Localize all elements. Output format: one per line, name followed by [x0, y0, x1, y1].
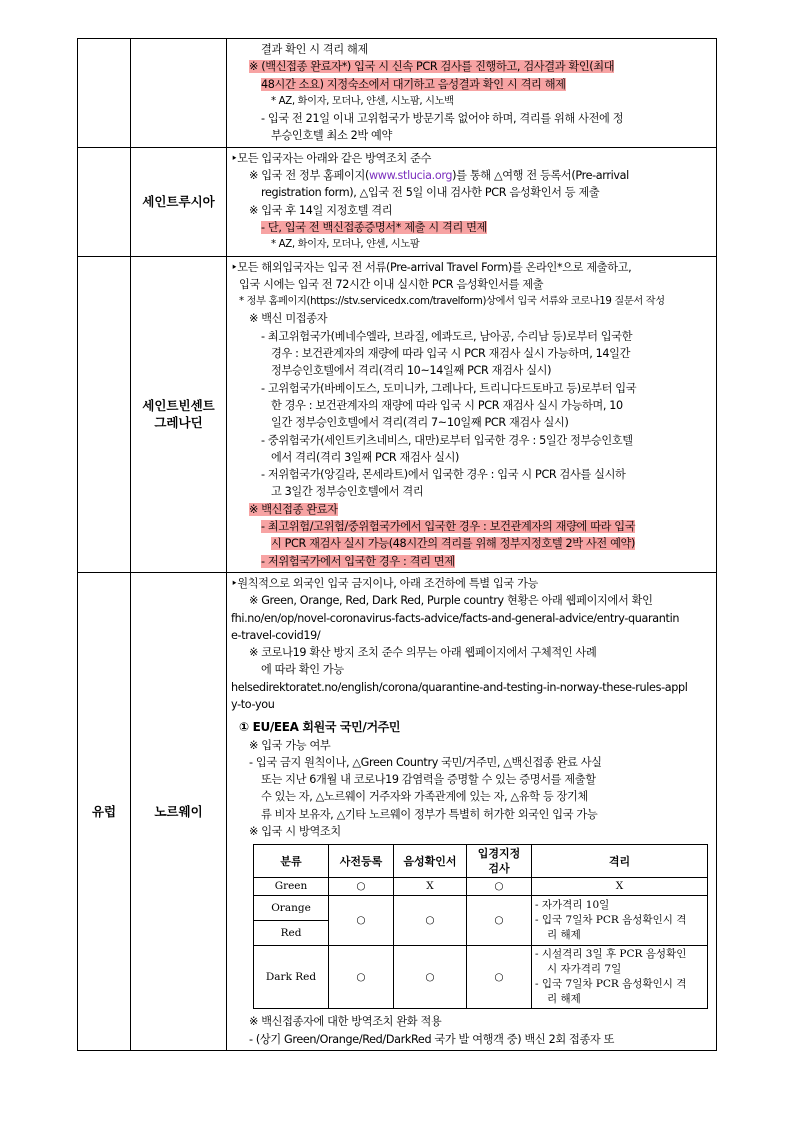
- text-line: ※ 입국 시 방역조치: [249, 825, 341, 839]
- url-line: y-to-you: [231, 697, 275, 711]
- category-orange: Orange: [254, 896, 329, 921]
- text-line: 에 따라 확인 가능: [261, 663, 344, 677]
- text-line: 시 PCR 재검사 실시 가능(48시간의 격리를 위해 정부지정호텔 2박 사전 예약): [271, 537, 636, 551]
- text-line: 또는 지난 6개월 내 코로나19 감염력을 증명할 수 있는 증명서를 제출할: [261, 773, 596, 787]
- text-line: 입국 시에는 입국 전 72시간 이내 실시한 PCR 음성확인서를 제출: [239, 277, 544, 291]
- text-line: 고 3일간 정부승인호텔에서 격리: [271, 485, 424, 499]
- quarantine-cell: - 자가격리 10일 - 입국 7일차 PCR 음성확인시 격 리 해제: [532, 896, 708, 946]
- quarantine-measures-table: [253, 844, 708, 1009]
- url-line: helsedirektoratet.no/english/corona/quarantine-and-testing-in-norway-these-rules-appl: [231, 680, 688, 694]
- table-cell: ○: [467, 878, 532, 896]
- table-cell: ○: [329, 896, 394, 946]
- text-line: - 입국 전 21일 이내 고위험국가 방문기록 없어야 하며, 격리를 위해 사전에 정: [261, 112, 624, 126]
- text-line: 일간 정부승인호텔에서 격리(격리 7~10일째 PCR 재검사 실시): [271, 416, 569, 430]
- text-line: * 정부 홈페이지(https://stv.servicedx.com/travelform)상에서 입국 서류와 코로나19 질문서 작성: [239, 296, 665, 308]
- text-line: ‣모든 해외입국자는 입국 전 서류(Pre-arrival Travel Form)를 온라인*으로 제출하고,: [231, 260, 632, 274]
- header-preregistration: 사전등록: [329, 845, 394, 878]
- text-line: ※ (백신접종 완료자*) 입국 시 신속 PCR 검사를 진행하고, 검사결과 확인(최대: [249, 60, 615, 74]
- category-red: Red: [254, 921, 329, 946]
- text-line: - 저위험국가에서 입국한 경우 : 격리 면제: [261, 554, 455, 568]
- text-line: - 고위험국가(바베이도스, 도미니카, 그레나다, 트리니다드토바고 등)로부터 입국: [261, 381, 637, 395]
- text-line: ‣원칙적으로 외국인 입국 금지이나, 아래 조건하에 특별 입국 가능: [231, 576, 538, 590]
- text-line: * AZ, 화이자, 모더나, 얀센, 시노팜, 시노백: [271, 95, 454, 107]
- country-name: 세인트루시아: [131, 147, 227, 256]
- text-line: 정부승인호텔에서 격리(격리 10~14일째 PCR 재검사 실시): [271, 364, 552, 378]
- table-row-dark-red: [254, 946, 708, 1009]
- text-line: 결과 확인 시 격리 해제: [261, 43, 368, 56]
- quarantine-cell: - 시설격리 3일 후 PCR 음성확인 시 자가격리 7일 - 입국 7일차 PCR 음성확인시 격 리 해제: [532, 946, 708, 1009]
- table-row-saint-lucia: [78, 147, 717, 256]
- rules-cell: [227, 572, 717, 1050]
- rules-cell: [227, 256, 717, 572]
- text-line: - 중위험국가(세인트키츠네비스, 대만)로부터 입국한 경우 : 5일간 정부승인호텔: [261, 433, 633, 447]
- text-line: 에서 격리(격리 3일째 PCR 재검사 실시): [271, 450, 460, 464]
- text-line: - 최고위험국가(베네수엘라, 브라질, 에콰도르, 남아공, 수리남 등)로부터 입국한: [261, 329, 633, 343]
- text-line: registration form), △입국 전 5일 이내 검사한 PCR 음성확인서 등 제출: [261, 186, 600, 200]
- country-name: 세인트빈센트 그레나딘: [131, 256, 227, 572]
- text-line: - (상기 Green/Orange/Red/DarkRed 국가 발 여행객 중) 백신 2회 접종자 또: [249, 1032, 615, 1046]
- text-line: ※ 입국 전 정부 홈페이지(www.stlucia.org)를 통해 △여행 전 등록서(Pre-arrival: [249, 169, 629, 183]
- text-line: 수 있는 자, △노르웨이 거주자와 가족관계에 있는 자, △유학 등 장기체: [261, 790, 588, 804]
- table-row-saint-vincent: [78, 256, 717, 572]
- country-name: 노르웨이: [131, 572, 227, 1050]
- text-line: ※ Green, Orange, Red, Dark Red, Purple country 현황은 아래 웹페이지에서 확인: [249, 594, 653, 608]
- table-header-row: [254, 845, 708, 878]
- table-cell: ○: [329, 878, 394, 896]
- header-quarantine: 격리: [532, 845, 708, 878]
- table-cell: ○: [467, 946, 532, 1009]
- header-negative-certificate: 음성확인서: [394, 845, 467, 878]
- text-line: - 단, 입국 전 백신접종증명서* 제출 시 격리 면제: [261, 220, 488, 234]
- category-green: Green: [254, 878, 329, 896]
- rules-cell: [227, 147, 717, 256]
- category-dark-red: Dark Red: [254, 946, 329, 1009]
- text-line: ※ 백신접종 완료자: [249, 502, 338, 516]
- region-name: 유럽: [78, 572, 131, 1050]
- text-line: - 저위험국가(앙길라, 몬세라트)에서 입국한 경우 : 입국 시 PCR 검사를 실시하: [261, 468, 626, 482]
- text-line: ※ 백신 미접종자: [249, 312, 328, 326]
- url-line: e-travel-covid19/: [231, 628, 321, 642]
- text-line: 48시간 소요) 지정숙소에서 대기하고 음성결과 확인 시 격리 해제: [261, 77, 566, 91]
- section-heading: ① EU/EEA 회원국 국민/거주민: [239, 720, 401, 735]
- table-row-green: [254, 878, 708, 896]
- table-cell: X: [532, 878, 708, 896]
- table-cell: ○: [467, 896, 532, 946]
- header-category: 분류: [254, 845, 329, 878]
- text-line: 류 비자 보유자, △기타 노르웨이 정부가 특별히 허가한 외국인 입국 가능: [261, 807, 598, 821]
- region-cell: [78, 256, 131, 572]
- text-line: 경우 : 보건관계자의 재량에 따라 입국 시 PCR 재검사 실시 가능하며, 14일간: [271, 347, 631, 361]
- text-line: * AZ, 화이자, 모더나, 얀센, 시노팜: [271, 239, 420, 251]
- text-line: ※ 입국 후 14일 지정호텔 격리: [249, 203, 393, 217]
- table-row-continuation: [78, 39, 717, 148]
- text-line: ‣모든 입국자는 아래와 같은 방역조치 준수: [231, 151, 432, 165]
- entry-rules-table: [77, 38, 717, 1051]
- text-line: 한 경우 : 보건관계자의 재량에 따라 입국 시 PCR 재검사 실시 가능하며, 10: [271, 398, 623, 412]
- header-border-test: 입경지정 검사: [467, 845, 532, 878]
- rules-cell: [227, 39, 717, 148]
- website-link[interactable]: www.stlucia.org: [368, 169, 453, 183]
- table-cell: X: [394, 878, 467, 896]
- region-cell: [78, 147, 131, 256]
- text-line: - 최고위험/고위험/중위험국가에서 입국한 경우 : 보건관계자의 재량에 따라 입국: [261, 520, 636, 534]
- table-row-orange: [254, 896, 708, 921]
- table-cell: ○: [394, 896, 467, 946]
- country-cell: [131, 39, 227, 148]
- table-cell: ○: [394, 946, 467, 1009]
- text-line: - 입국 금지 원칙이나, △Green Country 국민/거주민, △백신접종 완료 사실: [249, 755, 602, 769]
- text-line: ※ 코로나19 확산 방지 조치 준수 의무는 아래 웹페이지에서 구체적인 사례: [249, 646, 597, 660]
- table-cell: ○: [329, 946, 394, 1009]
- text-line: ※ 입국 가능 여부: [249, 738, 331, 752]
- region-cell: [78, 39, 131, 148]
- text-line: 부승인호텔 최소 2박 예약: [271, 129, 392, 143]
- url-line: fhi.no/en/op/novel-coronavirus-facts-advice/facts-and-general-advice/entry-quarantin: [231, 611, 680, 625]
- text-line: ※ 백신접종자에 대한 방역조치 완화 적용: [249, 1015, 442, 1029]
- table-row-norway: [78, 572, 717, 1050]
